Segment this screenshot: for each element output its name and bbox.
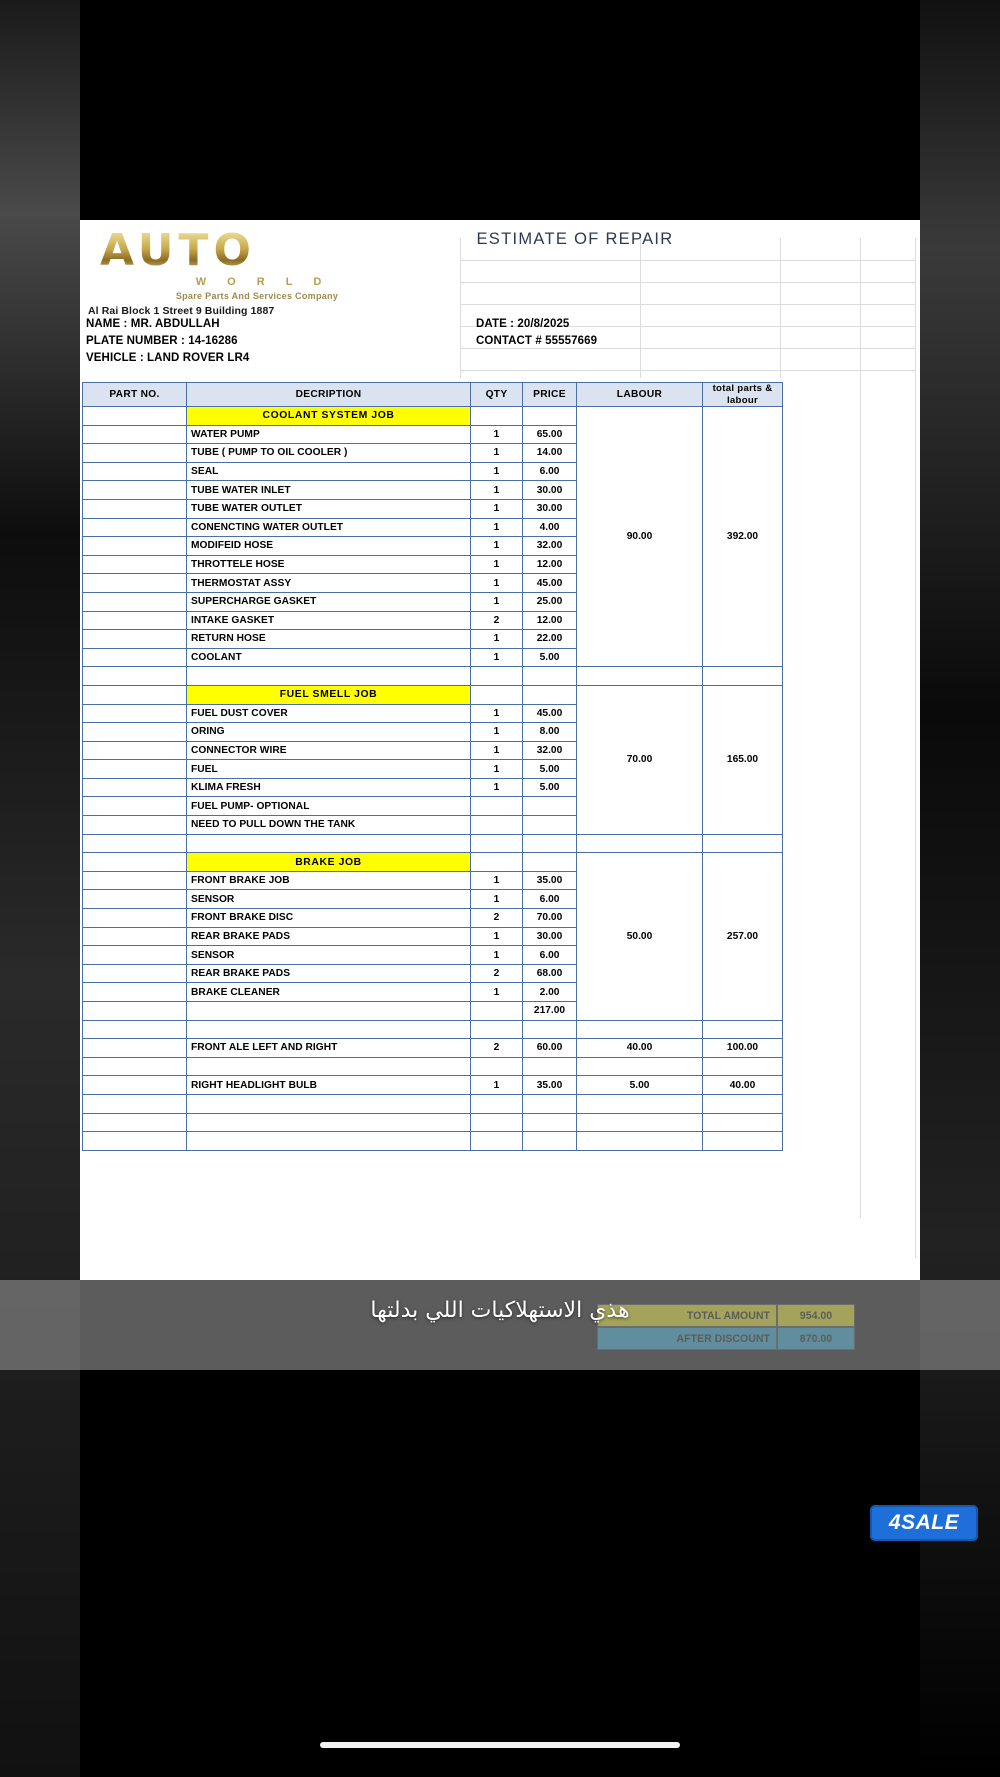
line-item-price: [523, 816, 577, 835]
logo-world-text: W O R L D: [195, 276, 331, 288]
part-no-cell: [83, 853, 187, 872]
customer-info-block: [86, 315, 914, 366]
empty-row: [83, 1094, 783, 1113]
part-no-cell: [83, 834, 187, 853]
line-item-total: 100.00: [703, 1039, 783, 1058]
part-no-cell: [83, 1076, 187, 1095]
line-item-description: REAR BRAKE PADS: [187, 964, 471, 983]
line-item-price: 68.00: [523, 964, 577, 983]
spacer-cell: [187, 667, 471, 686]
line-item-qty: 1: [471, 574, 523, 593]
line-item-qty: 1: [471, 927, 523, 946]
line-item-description: FRONT ALE LEFT AND RIGHT: [187, 1039, 471, 1058]
part-no-cell: [83, 667, 187, 686]
table-header-row: [83, 383, 783, 407]
part-no-cell: [83, 630, 187, 649]
line-item-description: FUEL DUST COVER: [187, 704, 471, 723]
line-item-price: 65.00: [523, 425, 577, 444]
line-item-qty: 1: [471, 704, 523, 723]
line-item-price: 14.00: [523, 444, 577, 463]
estimate-date: DATE : 20/8/2025: [476, 317, 570, 330]
qty-cell: [471, 407, 523, 426]
spacer-cell: [703, 667, 783, 686]
line-item-description: BRAKE CLEANER: [187, 983, 471, 1002]
line-item-description: [187, 1002, 471, 1021]
spacer-cell: [703, 1057, 783, 1076]
line-item-qty: 1: [471, 871, 523, 890]
line-item-price: [523, 797, 577, 816]
line-item-qty: 1: [471, 518, 523, 537]
line-item-description: SUPERCHARGE GASKET: [187, 592, 471, 611]
part-no-cell: [83, 927, 187, 946]
part-no-cell: [83, 946, 187, 965]
line-item-qty: 1: [471, 723, 523, 742]
line-item-price: 35.00: [523, 871, 577, 890]
line-item-price: 22.00: [523, 630, 577, 649]
line-item-qty: 1: [471, 648, 523, 667]
part-no-cell: [83, 611, 187, 630]
line-item-description: THROTTELE HOSE: [187, 555, 471, 574]
line-item-row: [83, 1076, 783, 1095]
qty-cell: [471, 685, 523, 704]
line-item-price: 45.00: [523, 704, 577, 723]
spacer-cell: [471, 1057, 523, 1076]
col-header-price: PRICE: [523, 383, 577, 407]
spacer-cell: [577, 1057, 703, 1076]
spacer-cell: [523, 667, 577, 686]
section-heading-row: [83, 685, 783, 704]
line-item-description: TUBE ( PUMP TO OIL COOLER ): [187, 444, 471, 463]
info-row-vehicle: [86, 349, 914, 366]
line-item-description: INTAKE GASKET: [187, 611, 471, 630]
section-total-value: 257.00: [703, 853, 783, 1020]
line-item-qty: 1: [471, 499, 523, 518]
part-no-cell: [83, 1113, 187, 1132]
line-item-qty: 1: [471, 946, 523, 965]
line-item-qty: 2: [471, 611, 523, 630]
line-item-description: WATER PUMP: [187, 425, 471, 444]
empty-cell: [523, 1113, 577, 1132]
part-no-cell: [83, 462, 187, 481]
empty-cell: [523, 1094, 577, 1113]
line-item-description: SENSOR: [187, 946, 471, 965]
part-no-cell: [83, 648, 187, 667]
line-item-qty: 1: [471, 741, 523, 760]
line-item-description: CONENCTING WATER OUTLET: [187, 518, 471, 537]
section-heading-label: BRAKE JOB: [187, 853, 471, 872]
part-no-cell: [83, 407, 187, 426]
part-no-cell: [83, 704, 187, 723]
spacer-cell: [187, 834, 471, 853]
line-item-price: 70.00: [523, 909, 577, 928]
line-item-price: 60.00: [523, 1039, 577, 1058]
part-no-cell: [83, 1132, 187, 1151]
line-item-description: KLIMA FRESH: [187, 778, 471, 797]
estimate-table: [82, 382, 783, 1151]
company-address: Al Rai Block 1 Street 9 Building 1887: [88, 305, 275, 317]
line-item-description: REAR BRAKE PADS: [187, 927, 471, 946]
part-no-cell: [83, 1094, 187, 1113]
line-item-price: 25.00: [523, 592, 577, 611]
line-item-price: 32.00: [523, 741, 577, 760]
line-item-price: 4.00: [523, 518, 577, 537]
part-no-cell: [83, 741, 187, 760]
part-no-cell: [83, 481, 187, 500]
vehicle-model: VEHICLE : LAND ROVER LR4: [86, 351, 250, 364]
line-item-description: RIGHT HEADLIGHT BULB: [187, 1076, 471, 1095]
part-no-cell: [83, 723, 187, 742]
part-no-cell: [83, 1039, 187, 1058]
section-labour-value: 90.00: [577, 407, 703, 667]
line-item-price: 30.00: [523, 927, 577, 946]
plate-number: PLATE NUMBER : 14-16286: [86, 334, 238, 347]
caption-overlay: [0, 1280, 1000, 1370]
line-item-qty: 2: [471, 964, 523, 983]
spacer-cell: [471, 1020, 523, 1039]
line-item-description: SEAL: [187, 462, 471, 481]
line-item-description: FRONT BRAKE DISC: [187, 909, 471, 928]
spacer-row: [83, 667, 783, 686]
spacer-cell: [187, 1057, 471, 1076]
part-no-cell: [83, 1057, 187, 1076]
line-item-qty: 2: [471, 909, 523, 928]
estimate-table-body: [83, 407, 783, 1151]
line-item-description: TUBE WATER OUTLET: [187, 499, 471, 518]
line-item-price: 5.00: [523, 760, 577, 779]
line-item-description: FUEL: [187, 760, 471, 779]
empty-cell: [703, 1094, 783, 1113]
line-item-qty: [471, 1002, 523, 1021]
document-title: ESTIMATE OF REPAIR: [476, 230, 674, 248]
price-cell: [523, 685, 577, 704]
ghost-gridline: [915, 238, 916, 1258]
line-item-description: COOLANT: [187, 648, 471, 667]
line-item-description: FRONT BRAKE JOB: [187, 871, 471, 890]
line-item-price: 32.00: [523, 537, 577, 556]
line-item-description: SENSOR: [187, 890, 471, 909]
part-no-cell: [83, 797, 187, 816]
section-total-value: 392.00: [703, 407, 783, 667]
line-item-total: 40.00: [703, 1076, 783, 1095]
section-labour-value: 70.00: [577, 685, 703, 834]
part-no-cell: [83, 574, 187, 593]
4sale-watermark: 4SALE: [870, 1505, 978, 1541]
line-item-description: CONNECTOR WIRE: [187, 741, 471, 760]
line-item-qty: 1: [471, 462, 523, 481]
spacer-cell: [471, 834, 523, 853]
part-no-cell: [83, 964, 187, 983]
spacer-cell: [523, 834, 577, 853]
line-item-price: 2.00: [523, 983, 577, 1002]
qty-cell: [471, 853, 523, 872]
line-item-price: 12.00: [523, 611, 577, 630]
empty-cell: [471, 1132, 523, 1151]
line-item-qty: 1: [471, 481, 523, 500]
part-no-cell: [83, 499, 187, 518]
line-item-qty: 2: [471, 1039, 523, 1058]
line-item-price: 217.00: [523, 1002, 577, 1021]
line-item-description: ORING: [187, 723, 471, 742]
section-heading-label: COOLANT SYSTEM JOB: [187, 407, 471, 426]
lower-black-area: [80, 1370, 920, 1777]
line-item-description: NEED TO PULL DOWN THE TANK: [187, 816, 471, 835]
spacer-row: [83, 834, 783, 853]
ghost-gridline: [860, 238, 861, 1218]
line-item-price: 6.00: [523, 462, 577, 481]
part-no-cell: [83, 983, 187, 1002]
line-item-qty: [471, 797, 523, 816]
line-item-labour: 40.00: [577, 1039, 703, 1058]
section-heading-row: [83, 407, 783, 426]
line-item-qty: 1: [471, 425, 523, 444]
line-item-row: [83, 1039, 783, 1058]
line-item-qty: [471, 816, 523, 835]
info-row-plate: [86, 332, 914, 349]
spacer-cell: [577, 667, 703, 686]
part-no-cell: [83, 555, 187, 574]
info-row-name: [86, 315, 914, 332]
empty-cell: [703, 1132, 783, 1151]
empty-cell: [471, 1113, 523, 1132]
line-item-price: 6.00: [523, 890, 577, 909]
line-item-price: 8.00: [523, 723, 577, 742]
line-item-labour: 5.00: [577, 1076, 703, 1095]
price-cell: [523, 407, 577, 426]
spacer-cell: [187, 1020, 471, 1039]
line-item-price: 6.00: [523, 946, 577, 965]
line-item-qty: 1: [471, 760, 523, 779]
ghost-gridline: [460, 260, 915, 261]
col-header-qty: QTY: [471, 383, 523, 407]
line-item-price: 35.00: [523, 1076, 577, 1095]
spacer-cell: [703, 834, 783, 853]
line-item-qty: 1: [471, 444, 523, 463]
line-item-description: THERMOSTAT ASSY: [187, 574, 471, 593]
spacer-cell: [523, 1057, 577, 1076]
spacer-cell: [703, 1020, 783, 1039]
spacer-cell: [523, 1020, 577, 1039]
part-no-cell: [83, 1020, 187, 1039]
line-item-price: 5.00: [523, 648, 577, 667]
part-no-cell: [83, 778, 187, 797]
estimate-document: [80, 220, 920, 1280]
company-logo: [88, 225, 408, 317]
part-no-cell: [83, 760, 187, 779]
spacer-cell: [471, 667, 523, 686]
line-item-description: FUEL PUMP- OPTIONAL: [187, 797, 471, 816]
empty-cell: [523, 1132, 577, 1151]
line-item-qty: 1: [471, 592, 523, 611]
part-no-cell: [83, 444, 187, 463]
col-header-labour: LABOUR: [577, 383, 703, 407]
part-no-cell: [83, 425, 187, 444]
part-no-cell: [83, 909, 187, 928]
empty-cell: [577, 1132, 703, 1151]
line-item-qty: 1: [471, 537, 523, 556]
line-item-qty: 1: [471, 983, 523, 1002]
empty-cell: [577, 1113, 703, 1132]
empty-cell: [187, 1113, 471, 1132]
part-no-cell: [83, 592, 187, 611]
empty-row: [83, 1132, 783, 1151]
customer-name: NAME : MR. ABDULLAH: [86, 317, 220, 330]
part-no-cell: [83, 871, 187, 890]
empty-cell: [577, 1094, 703, 1113]
left-letterbox-band: [0, 0, 80, 1777]
home-indicator: [320, 1742, 680, 1748]
line-item-price: 45.00: [523, 574, 577, 593]
contact-number: CONTACT # 55557669: [476, 334, 598, 347]
line-item-qty: 1: [471, 1076, 523, 1095]
part-no-cell: [83, 1002, 187, 1021]
logo-auto-text: AUTO: [88, 228, 408, 274]
section-heading-label: FUEL SMELL JOB: [187, 685, 471, 704]
empty-cell: [187, 1094, 471, 1113]
line-item-price: 30.00: [523, 481, 577, 500]
empty-row: [83, 1113, 783, 1132]
part-no-cell: [83, 537, 187, 556]
line-item-price: 5.00: [523, 778, 577, 797]
line-item-price: 30.00: [523, 499, 577, 518]
empty-cell: [703, 1113, 783, 1132]
section-labour-value: 50.00: [577, 853, 703, 1020]
part-no-cell: [83, 518, 187, 537]
line-item-description: MODIFEID HOSE: [187, 537, 471, 556]
line-item-qty: 1: [471, 778, 523, 797]
part-no-cell: [83, 685, 187, 704]
col-header-part-no: PART NO.: [83, 383, 187, 407]
company-tagline: Spare Parts And Services Company: [175, 291, 339, 301]
section-total-value: 165.00: [703, 685, 783, 834]
ghost-gridline: [460, 282, 915, 283]
part-no-cell: [83, 816, 187, 835]
spacer-row: [83, 1057, 783, 1076]
ghost-gridline: [460, 370, 915, 371]
part-no-cell: [83, 890, 187, 909]
col-header-total: total parts & labour: [703, 383, 783, 407]
section-heading-row: [83, 853, 783, 872]
price-cell: [523, 853, 577, 872]
line-item-qty: 1: [471, 890, 523, 909]
empty-cell: [187, 1132, 471, 1151]
col-header-description: DECRIPTION: [187, 383, 471, 407]
spacer-row: [83, 1020, 783, 1039]
empty-cell: [471, 1094, 523, 1113]
line-item-description: RETURN HOSE: [187, 630, 471, 649]
video-caption: هذي الاستهلاكيات اللي بدلتها: [370, 1298, 630, 1323]
spacer-cell: [577, 834, 703, 853]
spacer-cell: [577, 1020, 703, 1039]
line-item-qty: 1: [471, 555, 523, 574]
line-item-qty: 1: [471, 630, 523, 649]
line-item-description: TUBE WATER INLET: [187, 481, 471, 500]
ghost-gridline: [460, 304, 915, 305]
line-item-price: 12.00: [523, 555, 577, 574]
